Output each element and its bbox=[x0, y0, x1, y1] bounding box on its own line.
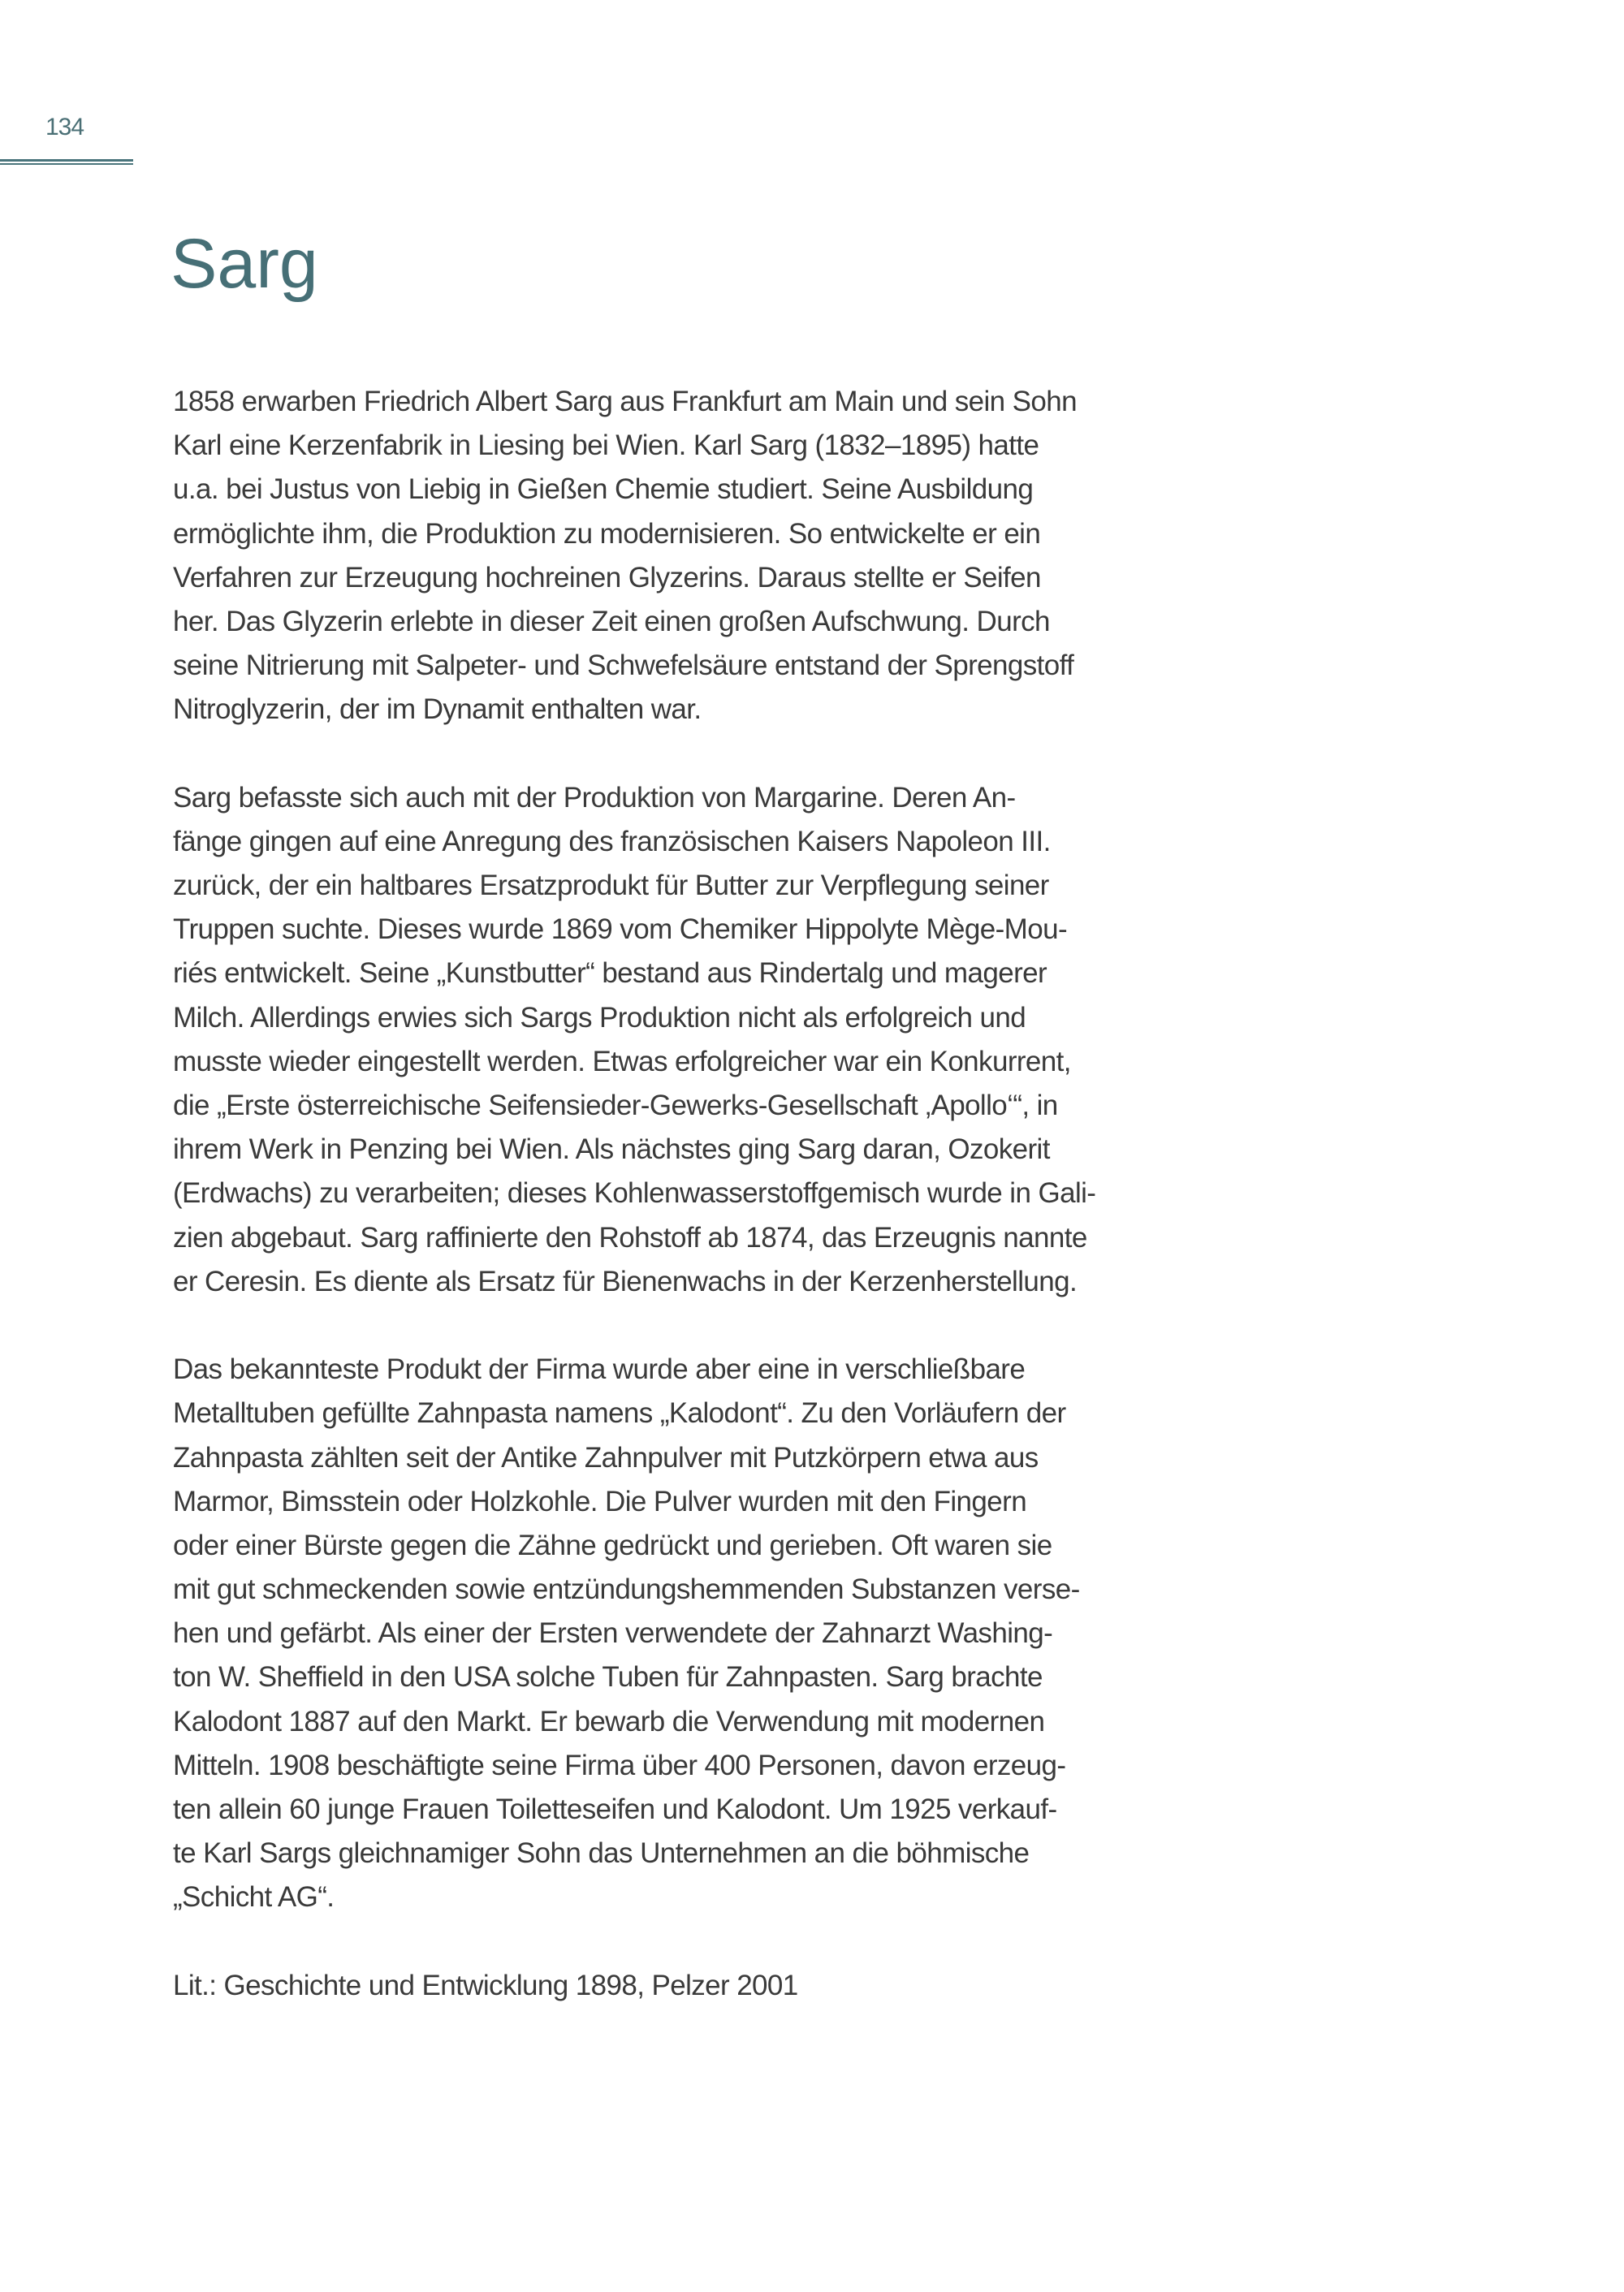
text-line: Zahnpasta zählten seit der Antike Zahnpulver mit Putzkörpern etwa aus bbox=[173, 1441, 1039, 1474]
text-line: 1858 erwarben Friedrich Albert Sarg aus Frankfurt am Main und sein Sohn bbox=[173, 386, 1077, 417]
page-title: Sarg bbox=[171, 225, 318, 303]
text-line: Karl eine Kerzenfabrik in Liesing bei Wien. Karl Sarg (1832–1895) hatte bbox=[173, 429, 1039, 462]
paragraph bbox=[173, 380, 1310, 732]
page-number: 134 bbox=[45, 114, 84, 140]
text-line: te Karl Sargs gleichnamiger Sohn das Unternehmen an die böhmische bbox=[173, 1837, 1030, 1870]
text-line: „Schicht AG“. bbox=[173, 1881, 335, 1914]
literature-reference: Lit.: Geschichte und Entwicklung 1898, Pelzer 2001 bbox=[173, 1969, 798, 2001]
text-line: hen und gefärbt. Als einer der Ersten verwendete der Zahnarzt Washing- bbox=[173, 1617, 1053, 1650]
text-line: seine Nitrierung mit Salpeter- und Schwefelsäure entstand der Sprengstoff bbox=[173, 650, 1074, 682]
text-line: ton W. Sheffield in den USA solche Tuben für Zahnpasten. Sarg brachte bbox=[173, 1661, 1043, 1694]
text-line: zurück, der ein haltbares Ersatzprodukt für Butter zur Verpflegung seiner bbox=[173, 870, 1049, 902]
text-line: oder einer Bürste gegen die Zähne gedrückt und gerieben. Oft waren sie bbox=[173, 1529, 1052, 1561]
text-line: Das bekannteste Produkt der Firma wurde aber eine in verschließbare bbox=[173, 1353, 1026, 1386]
header-rule-secondary bbox=[0, 163, 133, 165]
paragraph bbox=[173, 1348, 1310, 1919]
text-line: ermöglichte ihm, die Produktion zu modernisieren. So entwickelte er ein bbox=[173, 517, 1041, 550]
text-line: fänge gingen auf eine Anregung des französischen Kaisers Napoleon III. bbox=[173, 825, 1051, 857]
text-line: mit gut schmeckenden sowie entzündungshemmenden Substanzen verse- bbox=[173, 1573, 1080, 1606]
text-line: Truppen suchte. Dieses wurde 1869 vom Chemiker Hippolyte Mège-Mou- bbox=[173, 913, 1068, 946]
article-body bbox=[173, 380, 1310, 2008]
text-line: ten allein 60 junge Frauen Toiletteseifen und Kalodont. Um 1925 verkauf- bbox=[173, 1793, 1057, 1825]
text-line: (Erdwachs) zu verarbeiten; dieses Kohlenwasserstoffgemisch wurde in Gali- bbox=[173, 1177, 1096, 1210]
text-line: Mitteln. 1908 beschäftigte seine Firma über 400 Personen, davon erzeug- bbox=[173, 1749, 1066, 1781]
paragraph-gap bbox=[173, 1920, 1310, 1964]
text-line: riés entwickelt. Seine „Kunstbutter“ bestand aus Rindertalg und magerer bbox=[173, 957, 1047, 990]
text-line: die „Erste österreichische Seifensieder-Gewerks-Gesellschaft ‚Apollo‘“, in bbox=[173, 1090, 1058, 1121]
text-line: her. Das Glyzerin erlebte in dieser Zeit einen großen Aufschwung. Durch bbox=[173, 605, 1050, 637]
text-line: musste wieder eingestellt werden. Etwas erfolgreicher war ein Konkurrent, bbox=[173, 1045, 1071, 1077]
text-line: Sarg befasste sich auch mit der Produktion von Margarine. Deren An- bbox=[173, 781, 1016, 814]
text-line: Verfahren zur Erzeugung hochreinen Glyzerins. Daraus stellte er Seifen bbox=[173, 561, 1041, 594]
text-line: Marmor, Bimsstein oder Holzkohle. Die Pulver wurden mit den Fingern bbox=[173, 1485, 1027, 1517]
text-line: Kalodont 1887 auf den Markt. Er bewarb die Verwendung mit modernen bbox=[173, 1705, 1045, 1737]
paragraph-gap bbox=[173, 732, 1310, 776]
text-line: Metalltuben gefüllte Zahnpasta namens „Kalodont“. Zu den Vorläufern der bbox=[173, 1397, 1066, 1430]
text-line: zien abgebaut. Sarg raffinierte den Rohstoff ab 1874, das Erzeugnis nannte bbox=[173, 1221, 1087, 1254]
text-line: Milch. Allerdings erwies sich Sargs Produktion nicht als erfolgreich und bbox=[173, 1001, 1026, 1034]
text-line: er Ceresin. Es diente als Ersatz für Bienenwachs in der Kerzenherstellung. bbox=[173, 1265, 1078, 1297]
text-line: ihrem Werk in Penzing bei Wien. Als nächstes ging Sarg daran, Ozokerit bbox=[173, 1133, 1050, 1166]
paragraph-gap bbox=[173, 1304, 1310, 1348]
paragraph bbox=[173, 776, 1310, 1304]
text-line: Nitroglyzerin, der im Dynamit enthalten war. bbox=[173, 693, 702, 726]
text-line: u.a. bei Justus von Liebig in Gießen Chemie studiert. Seine Ausbildung bbox=[173, 473, 1034, 506]
header-rule bbox=[0, 159, 133, 162]
